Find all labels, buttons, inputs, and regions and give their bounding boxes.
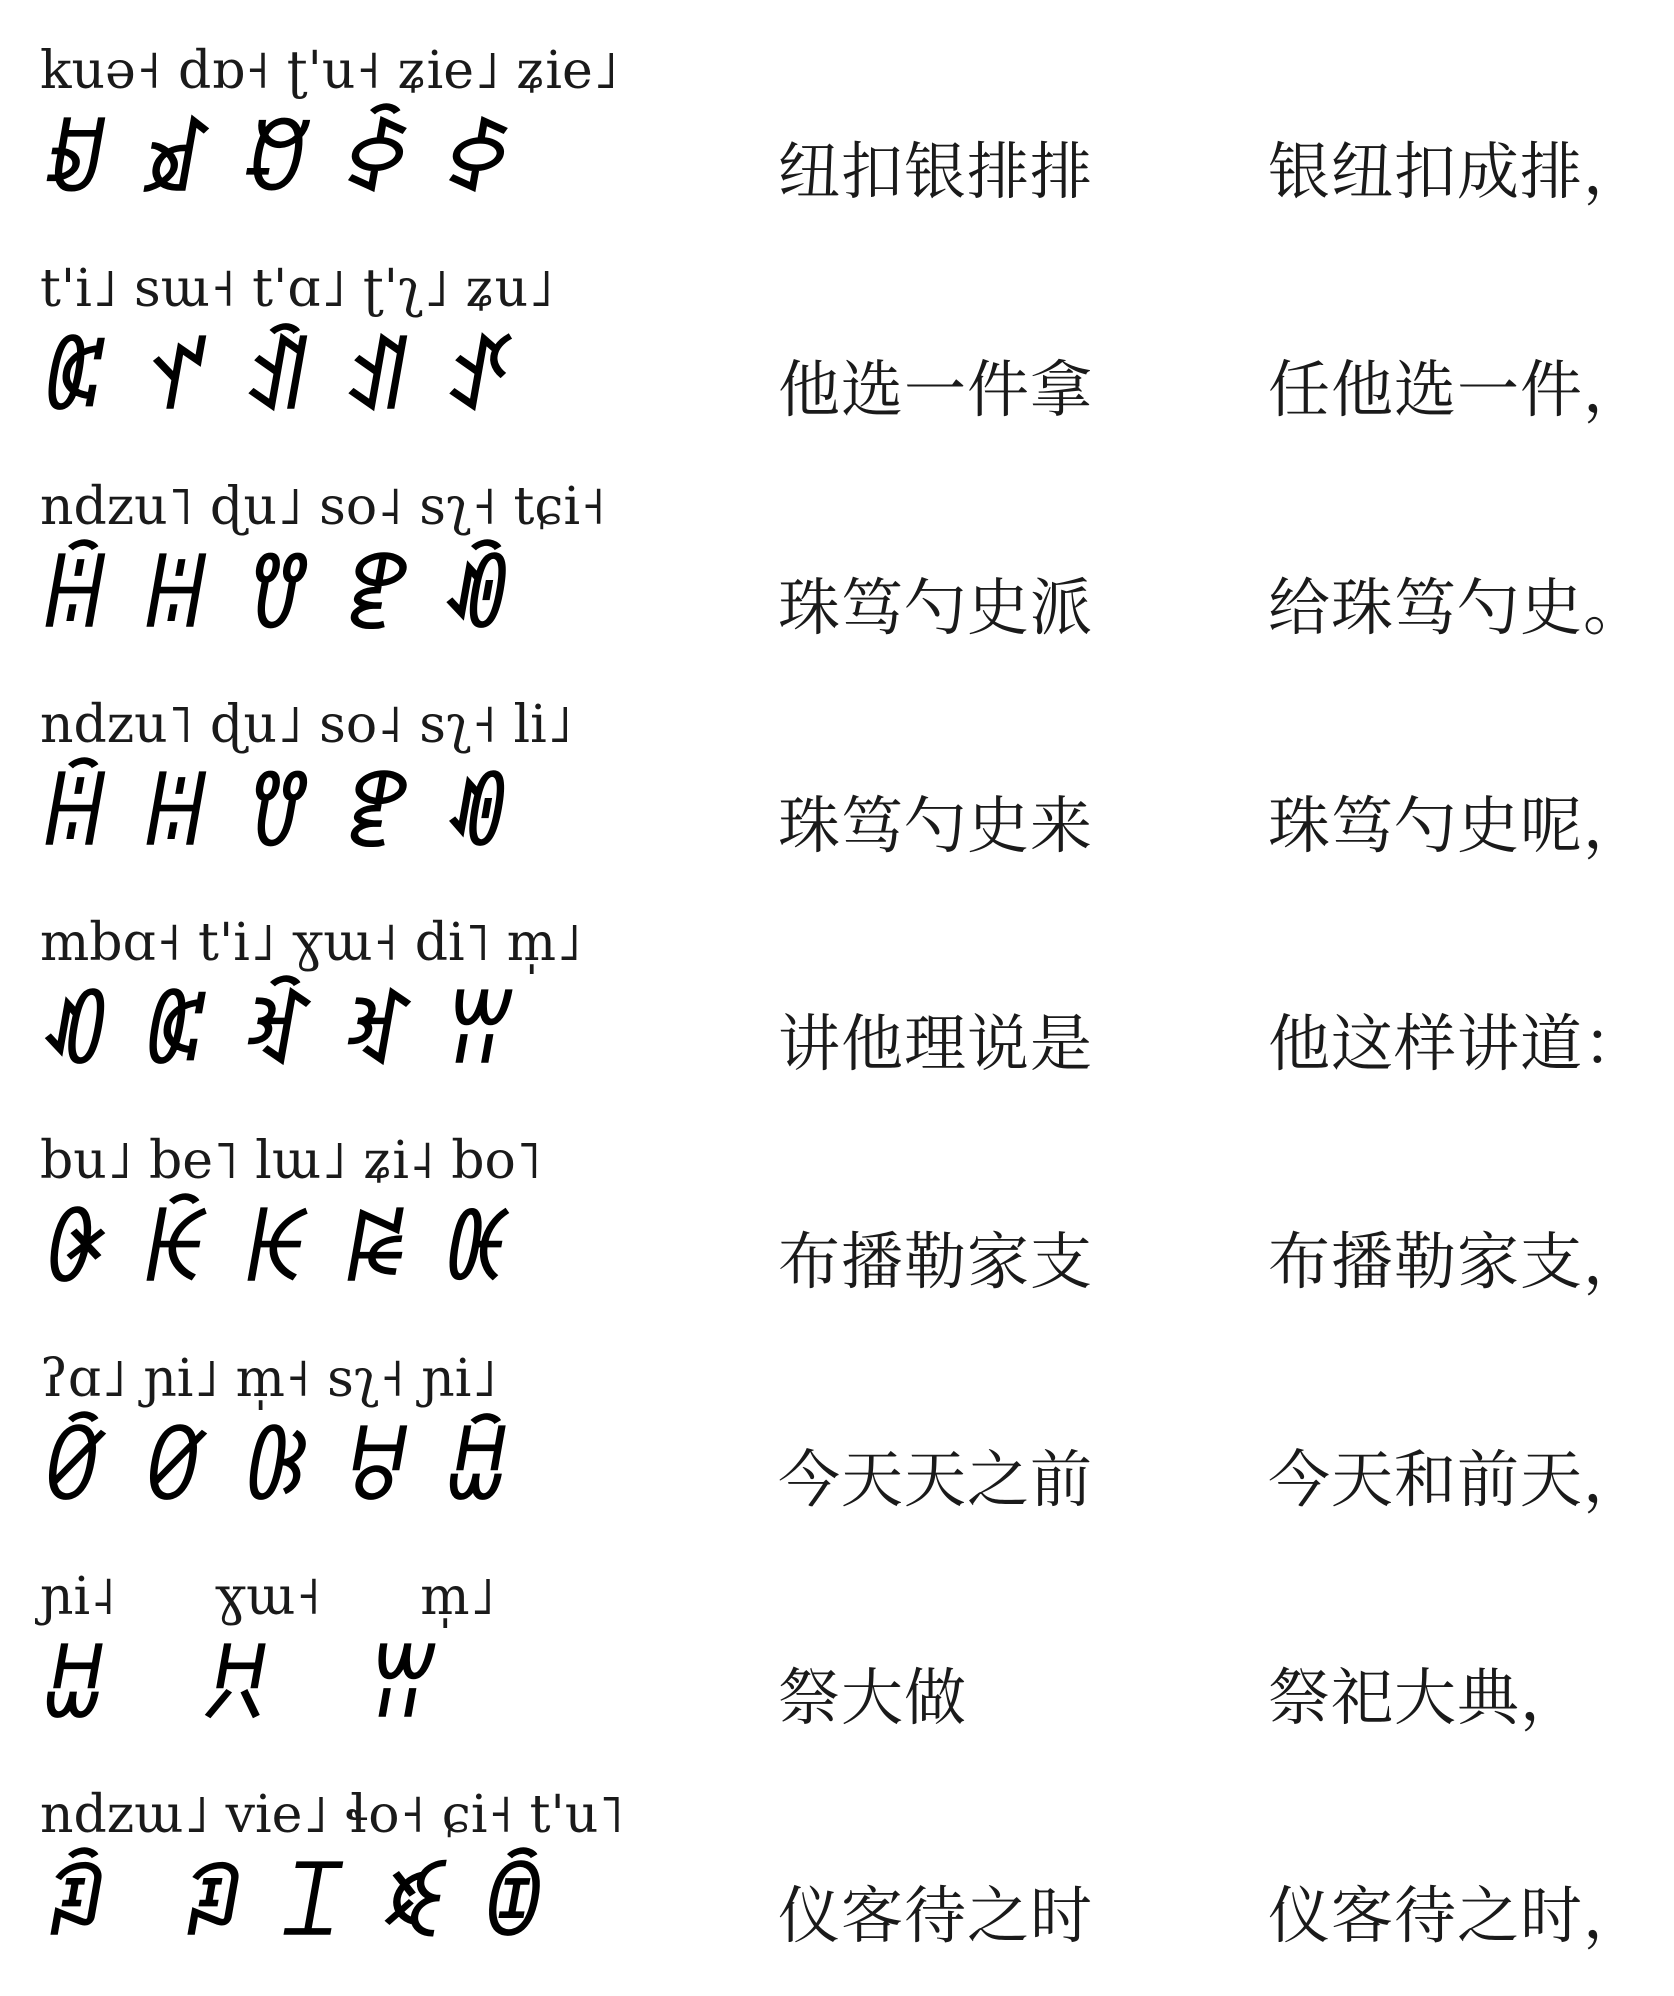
verse-line-2 — [0, 252, 1674, 470]
translation: 祭祀大典， — [1268, 1661, 1584, 1734]
word-gloss: 纽扣银排排 — [778, 135, 1094, 208]
yi-script-line — [31, 1420, 519, 1520]
word-gloss: 布播勒家支 — [778, 1225, 1094, 1298]
yi-glyph: ꀕ — [357, 1640, 441, 1735]
word-gloss: 珠笃勺史来 — [778, 789, 1094, 862]
translation: 银纽扣成排， — [1268, 135, 1647, 208]
yi-glyph: ꀑ — [434, 768, 519, 863]
yi-glyph: ꀔ — [333, 986, 418, 1081]
yi-glyph: ꀤ — [269, 1858, 353, 1953]
verse-line-3 — [0, 470, 1674, 688]
yi-glyph: ꀇ — [31, 332, 116, 427]
yi-glyph: ꀞ — [333, 1422, 418, 1517]
yi-glyph: ꀙ — [333, 1204, 418, 1299]
yi-script-line — [31, 1638, 441, 1738]
yi-glyph: ꀗ — [132, 1204, 216, 1299]
yi-glyph: ꀣ — [168, 1858, 252, 1953]
yi-glyph: ꀐ — [434, 550, 519, 645]
translation: 他这样讲道： — [1268, 1007, 1647, 1080]
yi-glyph: ꀄ — [233, 114, 317, 209]
yi-glyph: ꀚ — [434, 1204, 519, 1299]
yi-glyph: ꀥ — [369, 1858, 454, 1953]
yi-glyph: ꀎ — [233, 550, 317, 645]
translation: 布播勒家支， — [1268, 1225, 1647, 1298]
yi-glyph: ꀡ — [194, 1640, 278, 1735]
yi-glyph: ꀖ — [31, 1204, 116, 1299]
yi-glyph: ꀌ — [31, 550, 116, 645]
yi-glyph: ꀟ — [434, 1422, 519, 1517]
yi-script-line — [31, 548, 519, 648]
yi-glyph: ꀘ — [233, 1204, 317, 1299]
verse-line-5 — [0, 906, 1674, 1124]
verse-line-7 — [0, 1342, 1674, 1560]
verse-line-1 — [0, 34, 1674, 252]
ipa-transcription: mbɑ˧ t'i˩ ɣɯ˧ di˥ m̩˩ — [40, 913, 582, 973]
yi-script-line — [31, 330, 519, 430]
yi-glyph: ꀏ — [333, 550, 418, 645]
translation: 任他选一件， — [1268, 353, 1647, 426]
yi-glyph: ꀋ — [434, 332, 519, 427]
yi-glyph: ꀂ — [31, 114, 116, 209]
yi-script-line — [31, 1856, 555, 1956]
translation: 仪客待之时， — [1268, 1879, 1647, 1952]
yi-glyph: ꀍ — [132, 768, 216, 863]
word-gloss: 珠笃勺史派 — [778, 571, 1094, 644]
yi-glyph: ꀆ — [434, 114, 519, 209]
yi-glyph: ꀇ — [132, 986, 216, 1081]
yi-glyph: ꀅ — [333, 114, 418, 209]
yi-script-line — [31, 984, 519, 1084]
yi-glyph: ꀛ — [31, 1422, 116, 1517]
yi-glyph: ꀊ — [333, 332, 418, 427]
word-gloss: 他选一件拿 — [778, 353, 1094, 426]
yi-glyph: ꀉ — [233, 332, 317, 427]
yi-glyph: ꀦ — [470, 1858, 555, 1953]
yi-glyph: ꀝ — [233, 1422, 317, 1517]
yi-glyph: ꀓ — [233, 986, 317, 1081]
verse-line-4 — [0, 688, 1674, 906]
ipa-transcription: ndzɯ˩ vie˩ ɬo˧ ɕi˧ t'u˥ — [40, 1785, 624, 1845]
ipa-transcription: kuə˧ dɒ˧ ʈ'u˧ ʑie˩ ʑie˩ — [40, 41, 619, 101]
yi-glyph: ꀢ — [31, 1858, 116, 1953]
yi-script-line — [31, 112, 519, 212]
translation: 今天和前天， — [1268, 1443, 1647, 1516]
verse-line-8 — [0, 1560, 1674, 1778]
yi-glyph: ꀒ — [31, 986, 116, 1081]
yi-script-line — [31, 1202, 519, 1302]
yi-glyph: ꀍ — [132, 550, 216, 645]
ipa-transcription: bu˩ be˥ lɯ˩ ʑi˨ bo˥ — [40, 1131, 542, 1191]
verse-line-6 — [0, 1124, 1674, 1342]
ipa-transcription: ɲi˨ ɣɯ˧ m̩˩ — [40, 1567, 496, 1627]
ipa-transcription: t'i˩ sɯ˧ t'ɑ˩ ʈ'ʅ˩ ʑu˩ — [40, 259, 554, 319]
verse-line-9 — [0, 1778, 1674, 1996]
yi-glyph: ꀠ — [31, 1640, 116, 1735]
yi-glyph: ꀎ — [233, 768, 317, 863]
yi-glyph: ꀌ — [31, 768, 116, 863]
word-gloss: 祭大做 — [778, 1661, 968, 1734]
word-gloss: 今天天之前 — [778, 1443, 1094, 1516]
word-gloss: 仪客待之时 — [778, 1879, 1094, 1952]
yi-glyph: ꀈ — [132, 332, 216, 427]
ipa-transcription: ndzu˥ ɖu˩ so˨ sʅ˧ li˩ — [40, 695, 573, 755]
ipa-transcription: ʔɑ˩ ɲi˩ m̩˧ sʅ˧ ɲi˩ — [40, 1349, 498, 1409]
translation: 给珠笃勺史。 — [1268, 571, 1647, 644]
word-gloss: 讲他理说是 — [778, 1007, 1094, 1080]
yi-glyph: ꀕ — [434, 986, 519, 1081]
yi-glyph: ꀃ — [132, 114, 216, 209]
ipa-transcription: ndzu˥ ɖu˩ so˨ sʅ˧ tɕi˧ — [40, 477, 606, 537]
yi-glyph: ꀜ — [132, 1422, 216, 1517]
yi-glyph: ꀏ — [333, 768, 418, 863]
yi-script-line — [31, 766, 519, 866]
translation: 珠笃勺史呢， — [1268, 789, 1647, 862]
